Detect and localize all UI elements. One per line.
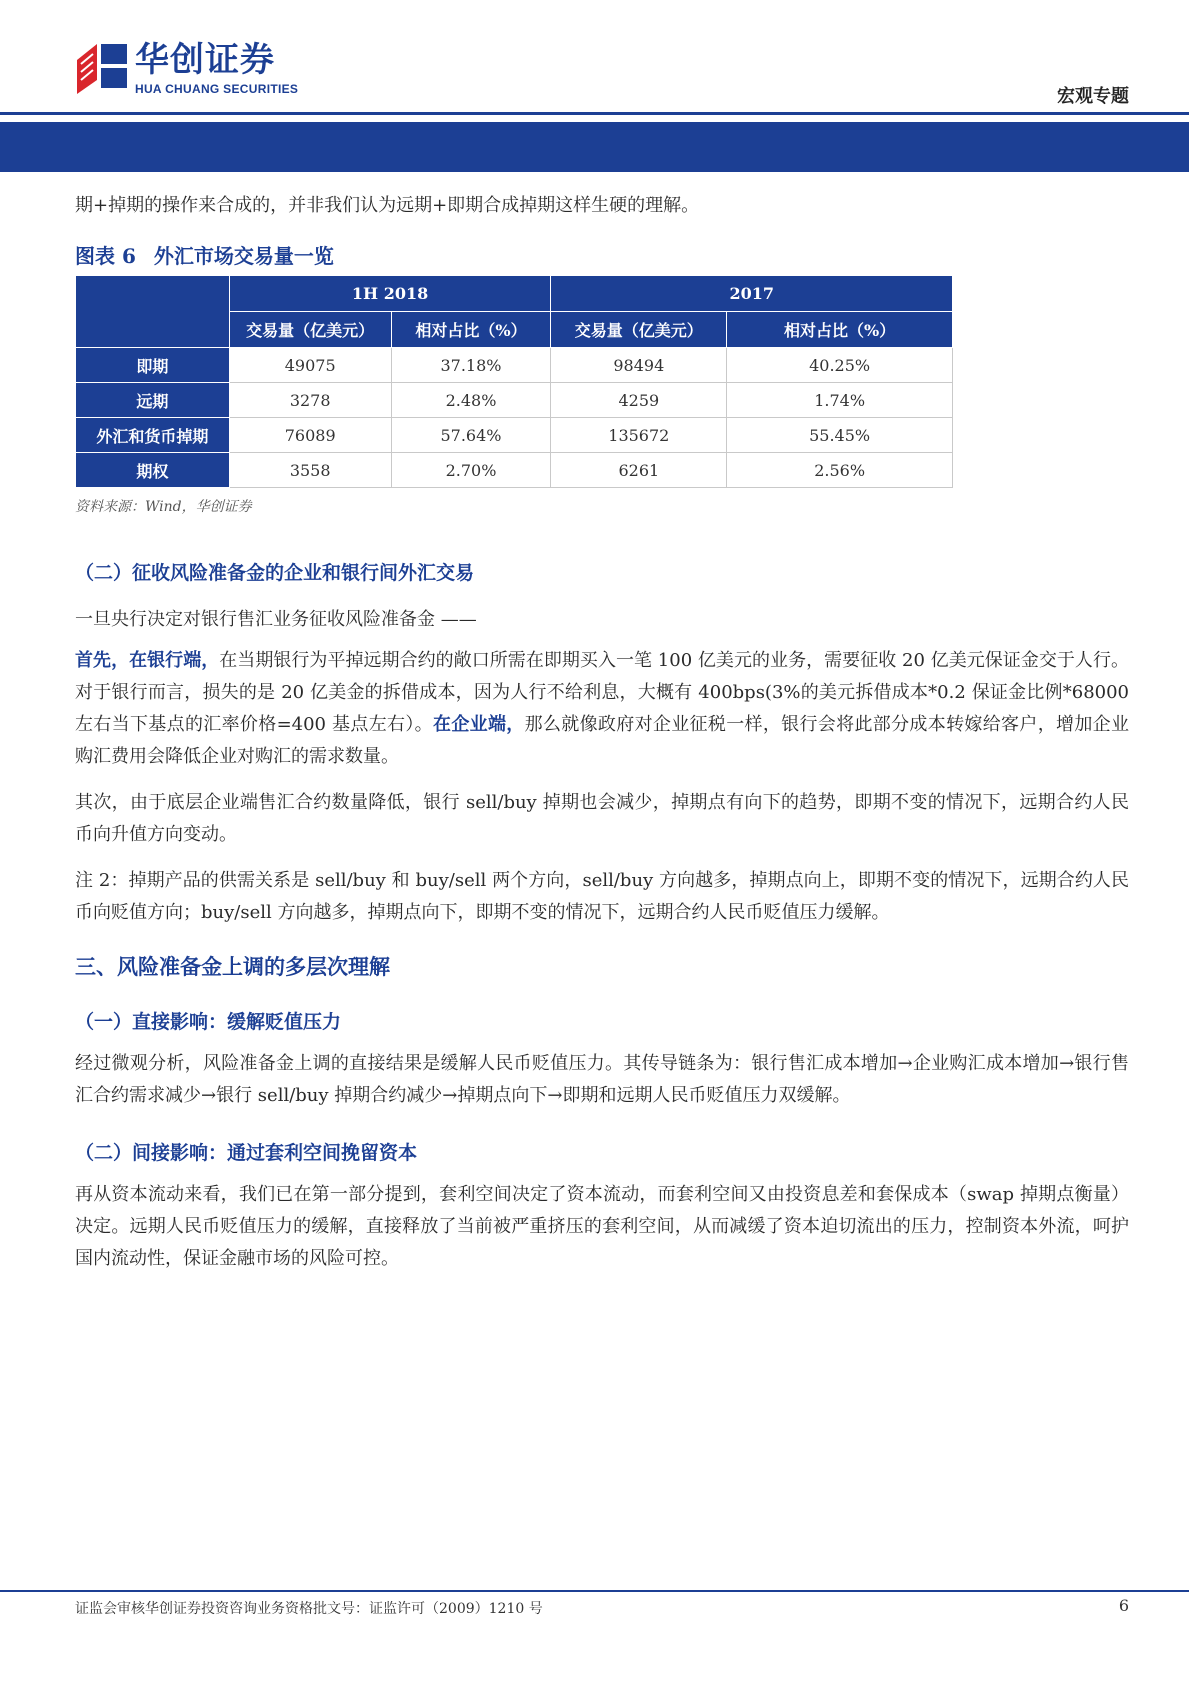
- figure-label: 图表 6: [75, 244, 136, 268]
- row-label: 即期: [76, 348, 230, 383]
- page-header: [0, 0, 1189, 110]
- table-cell: 4259: [551, 383, 727, 418]
- table-cell: 3278: [229, 383, 391, 418]
- row-label: 外汇和货币掉期: [76, 418, 230, 453]
- logo-english-name: HUA CHUANG SECURITIES: [135, 82, 299, 96]
- figure-caption: 外汇市场交易量一览: [153, 244, 334, 268]
- figure-title: [75, 240, 1129, 269]
- table-row: [76, 348, 953, 383]
- row-label: 远期: [76, 383, 230, 418]
- emphasis-enterprise: 在企业端，: [433, 714, 525, 735]
- main-content: [75, 190, 1129, 1275]
- col-header-share: 相对占比（%）: [391, 312, 551, 348]
- emphasis-bank: 首先，在银行端，: [75, 650, 220, 671]
- page-number: 6: [1118, 1596, 1129, 1615]
- paragraph-bank-side: [75, 645, 1129, 773]
- document-type: 宏观专题: [1057, 86, 1129, 107]
- col-header-share: 相对占比（%）: [727, 312, 953, 348]
- table-row: [76, 418, 953, 453]
- paragraph-second: 其次，由于底层企业端售汇合约数量降低，银行 sell/buy 掉期也会减少，掉期点有向下的趋势，即期不变的情况下，远期合约人民币向升值方向变动。: [75, 792, 1129, 845]
- brand-logo: [75, 40, 298, 100]
- row-label: 期权: [76, 453, 230, 488]
- table-cell: 57.64%: [391, 418, 551, 453]
- table-cell: 55.45%: [727, 418, 953, 453]
- table-cell: 76089: [229, 418, 391, 453]
- section-heading-3: 三、风险准备金上调的多层次理解: [75, 954, 390, 979]
- paragraph-indirect-impact: 再从资本流动来看，我们已在第一部分提到，套利空间决定了资本流动，而套利空间又由投资息差和套保成本（swap 掉期点衡量）决定。远期人民币贬值压力的缓解，直接释放了当前被严重挤压的套利空间，从而减缓了资本迫切流出的压力，控制资本外流，呵护国内流动性，保证金融市场的风险可控。: [75, 1184, 1129, 1269]
- table-cell: 1.74%: [727, 383, 953, 418]
- figure-source: 资料来源：Wind，华创证券: [75, 499, 252, 515]
- table-row: [76, 453, 953, 488]
- header-band: [0, 122, 1189, 172]
- table-cell: 2.70%: [391, 453, 551, 488]
- intro-line: 期+掉期的操作来合成的，并非我们认为远期+即期合成掉期这样生硬的理解。: [75, 195, 700, 216]
- huachuang-logo-icon: [75, 40, 129, 96]
- table-cell: 6261: [551, 453, 727, 488]
- period-header-1h2018: 1H 2018: [229, 276, 551, 312]
- header-rule: [0, 112, 1189, 115]
- table-corner-cell: [76, 276, 230, 348]
- table-cell: 2.56%: [727, 453, 953, 488]
- text-bank: 在当期银行为平掉远期合约的敞口所需在即期买入一笔 100 亿美元的业务，需要征收 20 亿美元保证金交于人行。对于银行而言，损失的是 20 亿美金的拆借成本，因为人行不给利息，大概有 400bps(3%的美元拆借成本*0.2 保证金比例*68000 左右当下基点的汇率价格=400 基点左右）。: [75, 650, 1129, 735]
- fx-volume-table: [75, 275, 953, 488]
- footer-rule: [0, 1590, 1189, 1592]
- paragraph-note: 注 2：掉期产品的供需关系是 sell/buy 和 buy/sell 两个方向，sell/buy 方向越多，掉期点向上，即期不变的情况下，远期合约人民币向贬值方向；buy/sell 方向越多，掉期点向下，即期不变的情况下，远期合约人民币贬值压力缓解。: [75, 870, 1129, 923]
- paragraph-direct-impact: 经过微观分析，风险准备金上调的直接结果是缓解人民币贬值压力。其传导链条为：银行售汇成本增加→企业购汇成本增加→银行售汇合约需求减少→银行 sell/buy 掉期合约减少→掉期点向下→即期和远期人民币贬值压力双缓解。: [75, 1053, 1129, 1106]
- subheading-indirect-impact: （二）间接影响：通过套利空间挽留资本: [75, 1142, 418, 1164]
- table-cell: 37.18%: [391, 348, 551, 383]
- period-header-2017: 2017: [551, 276, 953, 312]
- table-cell: 3558: [229, 453, 391, 488]
- section-heading-fx-trading: （二）征收风险准备金的企业和银行间外汇交易: [75, 562, 475, 584]
- text-enterprise: 那么就像政府对企业征税一样，银行会将此部分成本转嫁给客户，增加企业购汇费用会降低企业对购汇的需求数量。: [75, 714, 1129, 767]
- section-lead: 一旦央行决定对银行售汇业务征收风险准备金 ——: [75, 609, 477, 630]
- subheading-direct-impact: （一）直接影响：缓解贬值压力: [75, 1011, 342, 1033]
- col-header-volume: 交易量（亿美元）: [229, 312, 391, 348]
- table-cell: 40.25%: [727, 348, 953, 383]
- logo-chinese-name: 华创证券: [135, 40, 275, 80]
- table-cell: 98494: [551, 348, 727, 383]
- table-cell: 49075: [229, 348, 391, 383]
- table-cell: 135672: [551, 418, 727, 453]
- footer-license: 证监会审核华创证券投资咨询业务资格批文号：证监许可（2009）1210 号: [75, 1601, 543, 1617]
- table-row: [76, 383, 953, 418]
- col-header-volume: 交易量（亿美元）: [551, 312, 727, 348]
- table-cell: 2.48%: [391, 383, 551, 418]
